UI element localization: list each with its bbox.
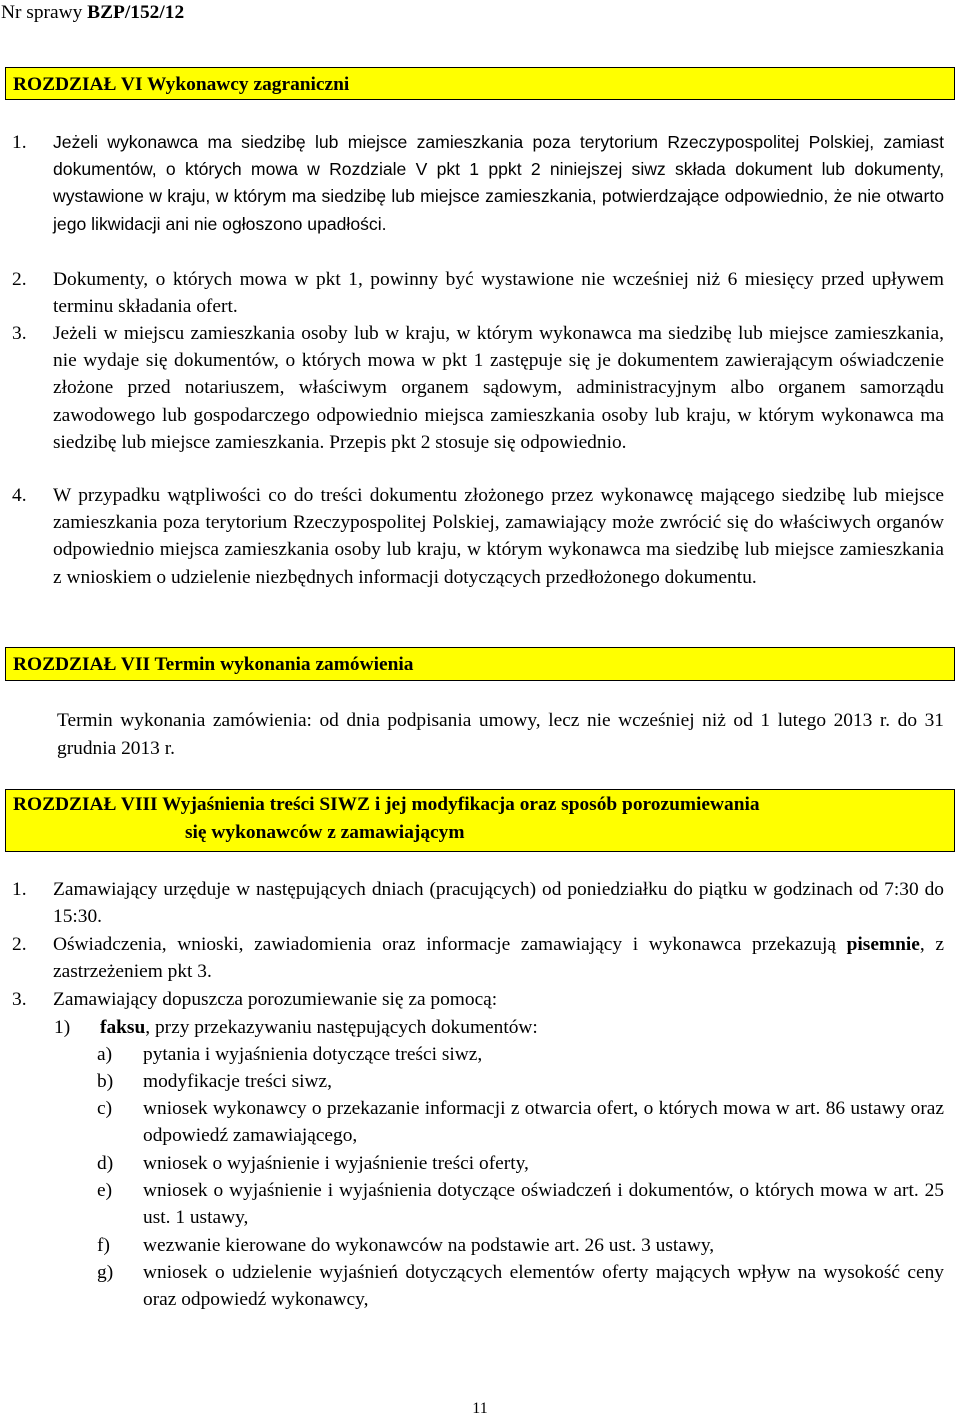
item-text — [53, 931, 944, 985]
chapter6-item-3 — [12, 320, 944, 485]
letter-item-e — [97, 1177, 944, 1233]
page-number: 11 — [472, 1400, 488, 1417]
chapter6-item-2 — [12, 266, 944, 320]
item-text-after: , z zastrzeżeniem pkt 3. — [53, 934, 944, 983]
letter-item-d — [97, 1150, 944, 1178]
chapter8-item-3 — [12, 986, 944, 1014]
item-number: 2. — [12, 934, 27, 955]
chapter6-title: ROZDZIAŁ VI Wykonawcy zagraniczni — [5, 67, 955, 100]
letter-number: f) — [97, 1235, 110, 1256]
item-text: W przypadku wątpliwości co do treści dokumentu złożonego przez wykonawcę mającego siedzibę lub miejsce zamieszkania poza terytorium Rzeczypospolitej Polskiej, zamawiający może zwrócić się do właściwych organów odpowiednio miejsca zamieszkania osoby lub kraju, w którym wykonawca ma siedzibę lub miejsce zamieszkania z wnioskiem o udzielenie niezbędnych informacji dotyczących przedłożonego dokumentu. — [53, 485, 944, 588]
item-text-before: Oświadczenia, wnioski, zawiadomienia oraz informacje zamawiający i wykonawca przekazują — [53, 934, 847, 955]
item-number: 4. — [12, 485, 27, 506]
chapter6-item-1 — [12, 129, 944, 265]
letter-text: wniosek wykonawcy o przekazanie informacji z otwarcia ofert, o których mowa w art. 86 ustawy oraz odpowiedź zamawiającego, — [143, 1098, 944, 1147]
subitem-text — [100, 1014, 944, 1041]
item-number: 3. — [12, 989, 27, 1010]
subitem-text-after: , przy przekazywaniu następujących dokumentów: — [145, 1017, 538, 1038]
item-number: 2. — [12, 269, 27, 290]
item-text-bold: pisemnie — [846, 934, 920, 955]
letter-text: wniosek o wyjaśnienie i wyjaśnienie treści oferty, — [143, 1153, 529, 1174]
letter-item-a — [97, 1041, 944, 1069]
chapter6-item-4 — [12, 482, 944, 622]
letter-number: c) — [97, 1098, 113, 1119]
letter-text: wniosek o udzielenie wyjaśnień dotyczących elementów oferty mających wpływ na wysokość ceny oraz odpowiedź wykonawcy, — [143, 1262, 944, 1311]
chapter8-title — [5, 789, 955, 852]
item-number: 3. — [12, 323, 27, 344]
chapter8-title-line1: ROZDZIAŁ VIII Wyjaśnienia treści SIWZ i jej modyfikacja oraz sposób porozumiewania — [13, 794, 760, 815]
letter-item-f — [97, 1232, 944, 1260]
chapter8-subitem-1 — [54, 1014, 944, 1042]
chapter8-item-1 — [12, 876, 944, 932]
letter-number: d) — [97, 1153, 114, 1174]
item-text: Jeżeli wykonawca ma siedzibę lub miejsce zamieszkania poza terytorium Rzeczypospolitej Polskiej, zamiast dokumentów, o których mowa w Rozdziale V pkt 1 ppkt 2 niniejszej siwz składa dokument lub dokumenty, wystawione w kraju, w którym ma siedzibę lub miejsce zamieszkania, potwierdzające odpowiednio, że nie otwarto jego likwidacji ani nie ogłoszono upadłości. — [53, 132, 944, 234]
chapter8-title-line2: się wykonawców z zamawiającym — [185, 822, 465, 843]
letter-number: a) — [97, 1044, 113, 1065]
chapter8-item-2 — [12, 931, 944, 987]
case-number — [1, 2, 184, 24]
letter-text: modyfikacje treści siwz, — [143, 1071, 332, 1092]
item-text: Zamawiający urzęduje w następujących dniach (pracujących) od poniedziałku do piątku w godzinach od 7:30 do 15:30. — [53, 879, 944, 928]
letter-number: e) — [97, 1180, 113, 1201]
item-number: 1. — [12, 132, 27, 153]
case-number-label: Nr sprawy — [1, 2, 88, 23]
letter-text: pytania i wyjaśnienia dotyczące treści siwz, — [143, 1044, 483, 1065]
letter-number: b) — [97, 1071, 114, 1092]
item-text: Dokumenty, o których mowa w pkt 1, powinny być wystawione nie wcześniej niż 6 miesięcy przed upływem terminu składania ofert. — [53, 269, 944, 318]
item-text: Jeżeli w miejscu zamieszkania osoby lub w kraju, w którym wykonawca ma siedzibę lub miejsce zamieszkania, nie wydaje się dokumentów, o których mowa w pkt 1 zastępuje się je dokumentem zawierającym oświadczenie złożone przed notariuszem, właściwym organem sądowym, administracyjnym albo organem samorządu zawodowego lub gospodarczego odpowiednio miejsca zamieszkania osoby lub kraju, w którym wykonawca ma siedzibę lub miejsce zamieszkania. Przepis pkt 2 stosuje się odpowiednio. — [53, 323, 944, 453]
letter-item-g — [97, 1259, 944, 1315]
letter-text: wniosek o wyjaśnienie i wyjaśnienia dotyczące oświadczeń i dokumentów, o których mowa w art. 25 ust. 1 ustawy, — [143, 1180, 944, 1229]
chapter7-title: ROZDZIAŁ VII Termin wykonania zamówienia — [5, 647, 955, 681]
item-text: Zamawiający dopuszcza porozumiewanie się za pomocą: — [53, 989, 498, 1010]
chapter7-text: Termin wykonania zamówienia: od dnia podpisania umowy, lecz nie wcześniej niż od 1 lutego 2013 r. do 31 grudnia 2013 r. — [57, 710, 944, 759]
subitem-text-bold: faksu — [100, 1017, 146, 1038]
item-number: 1. — [12, 879, 27, 900]
subitem-number: 1) — [54, 1017, 71, 1038]
letter-item-c — [97, 1095, 944, 1151]
letter-number: g) — [97, 1262, 114, 1283]
letter-text: wezwanie kierowane do wykonawców na podstawie art. 26 ust. 3 ustawy, — [143, 1235, 715, 1256]
letter-item-b — [97, 1068, 944, 1096]
case-number-value: BZP/152/12 — [87, 2, 185, 23]
